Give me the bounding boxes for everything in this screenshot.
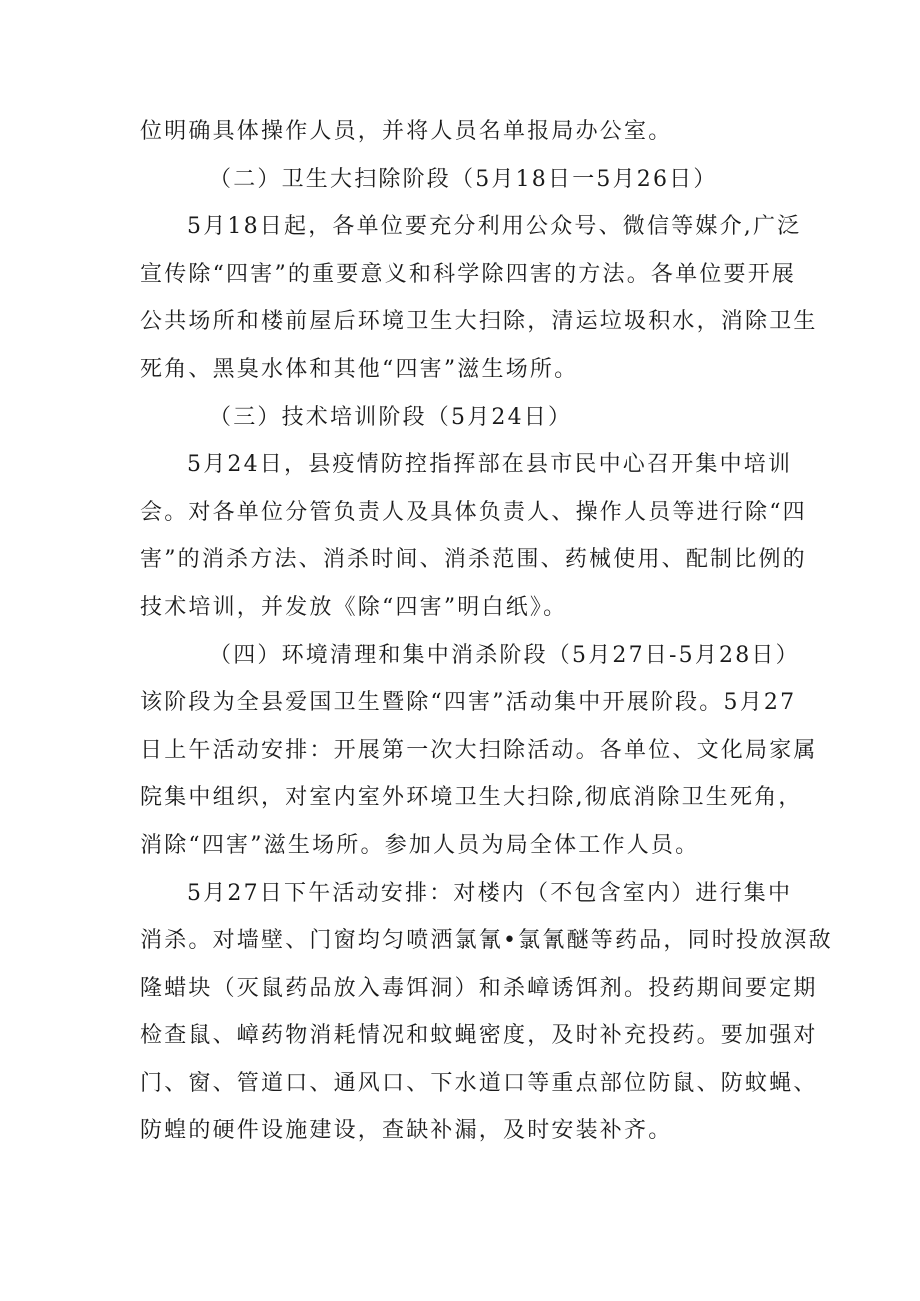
body-line: 日上午活动安排：开展第一次大扫除活动。各单位、文化局家属 [140, 737, 818, 763]
body-line: 门、窗、管道口、通风口、下水道口等重点部位防鼠、防蚊蝇、 [140, 1070, 818, 1096]
body-line: 宣传除“四害”的重要意义和科学除四害的方法。各单位要开展 [140, 261, 797, 287]
body-line: 检查鼠、嶂药物消耗情况和蚊蝇密度，及时补充投药。要加强对 [140, 1023, 818, 1049]
body-line: 技术培训，并发放《除“四害”明白纸》。 [140, 594, 568, 620]
paragraph-first-line: 5月27日下午活动安排：对楼内（不包含室内）进行集中 [187, 880, 793, 906]
body-line: 院集中组织，对室内室外环境卫生大扫除,彻底消除卫生死角， [140, 785, 803, 811]
body-line: 会。对各单位分管负责人及具体负责人、操作人员等进行除“四 [140, 499, 807, 525]
body-line: 该阶段为全县爱国卫生暨除“四害”活动集中开展阶段。5月27 [140, 690, 797, 716]
body-line: 公共场所和楼前屋后环境卫生大扫除，清运垃圾积水，消除卫生 [140, 309, 818, 335]
body-line: 防蝗的硬件设施建设，查缺补漏，及时安装补齐。 [140, 1118, 673, 1144]
body-line: 隆蜡块（灭鼠药品放入毒饵洞）和杀嶂诱饵剂。投药期间要定期 [140, 975, 818, 1001]
section-heading-4: （四）环境清理和集中消杀阶段（5月27日-5月28日） [209, 642, 800, 668]
paragraph-first-line: 5月24日，县疫情防控指挥部在县市民中心召开集中培训 [187, 452, 793, 478]
section-heading-3: （三）技术培训阶段（5月24日） [209, 404, 573, 430]
paragraph-first-line: 5月18日起，各单位要充分利用公众号、微信等媒介,广泛 [187, 214, 802, 240]
body-line: 消杀。对墙壁、门窗均匀喷洒氯氰•氯氰醚等药品，同时投放溟敌 [140, 928, 833, 954]
document-page [140, 108, 833, 1155]
section-heading-2: （二）卫生大扫除阶段（5月18日一5月26日） [209, 166, 718, 192]
body-line: 位明确具体操作人员，并将人员名单报局办公室。 [140, 119, 673, 144]
body-line: 消除“四害”滋生场所。参加人员为局全体工作人员。 [140, 832, 700, 858]
body-line: 害”的消杀方法、消杀时间、消杀范围、药械使用、配制比例的 [140, 547, 807, 573]
body-line: 死角、黑臭水体和其他“四害”滋生场所。 [140, 356, 579, 382]
